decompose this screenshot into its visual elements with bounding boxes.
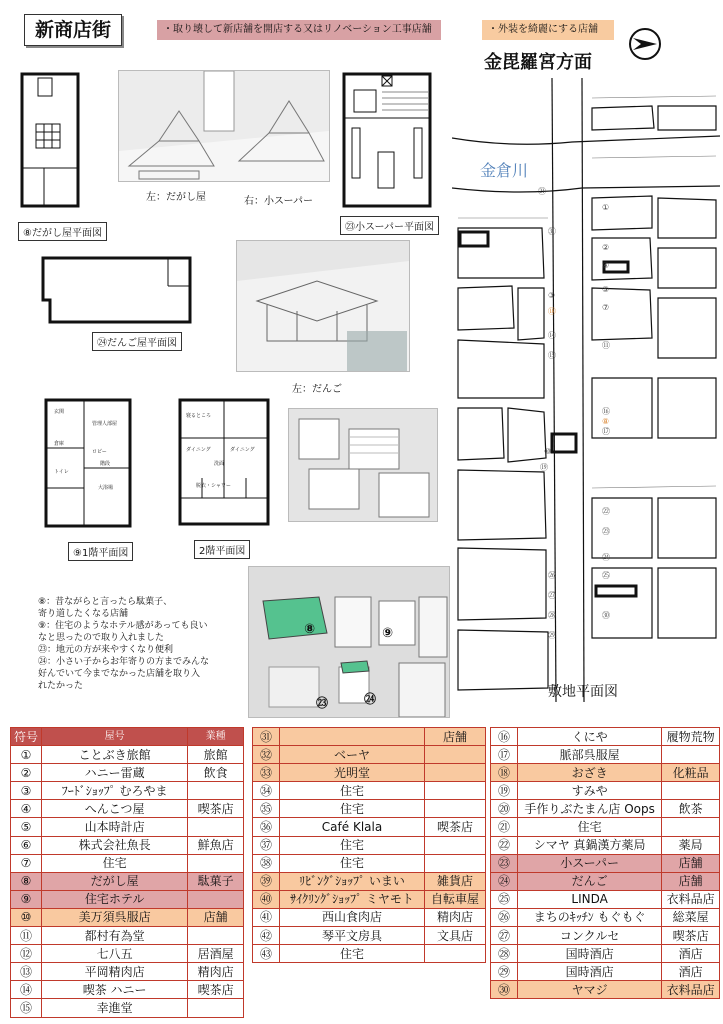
table-row (491, 890, 720, 908)
map-number: ⑰ (602, 427, 610, 436)
table-row (491, 945, 720, 963)
row-shop-name: 琴平文房具 (280, 927, 425, 945)
table-row (11, 963, 244, 981)
map-number: ⑦ (602, 303, 610, 312)
row-symbol: ㉖ (491, 908, 518, 926)
map-title: 金毘羅宮方面 (484, 52, 592, 73)
row-category: 店舗 (662, 872, 720, 890)
row-category: 精肉店 (188, 963, 244, 981)
map-number: ④ (602, 261, 610, 270)
row-category (188, 818, 244, 836)
row-shop-name: ﾘﾋﾞﾝｸﾞｼｮｯﾌﾟ いまい (280, 872, 425, 890)
row-shop-name: 株式会社魚長 (42, 836, 188, 854)
row-shop-name: 光明堂 (280, 764, 425, 782)
row-shop-name: ハニー雷蔵 (42, 764, 188, 782)
dango-floor-plan (40, 250, 195, 328)
map-number: ㉙ (548, 631, 556, 640)
map-number: ㉛ (548, 227, 556, 236)
row-category (425, 800, 486, 818)
row-category: 雑貨店 (425, 872, 486, 890)
model-label: ⑨ (382, 626, 394, 641)
row-shop-name: Café Klala (280, 818, 425, 836)
row-symbol: ㉓ (491, 854, 518, 872)
row-shop-name: 喫茶 ハニー (42, 981, 188, 999)
plan-label: 洗面 (214, 461, 225, 467)
map-number: ① (602, 203, 610, 212)
table-row (253, 728, 486, 746)
row-symbol: ㊶ (253, 908, 280, 926)
row-shop-name: ことぶき旅館 (42, 746, 188, 764)
row-category: 総菜屋 (662, 908, 720, 926)
row-category (425, 854, 486, 872)
row-category (188, 782, 244, 800)
row-symbol: ⑥ (11, 836, 42, 854)
map-number: ㉑ (538, 187, 546, 196)
plan-label: ダイニング (186, 447, 211, 453)
map-number: ③ (548, 291, 556, 300)
table-header (11, 728, 244, 746)
table-row (491, 908, 720, 926)
row-symbol: ㉔ (491, 872, 518, 890)
row-shop-name: 美万須呉服店 (42, 908, 188, 926)
row-shop-name: 脈部呉服屋 (518, 746, 662, 764)
row-category: 化粧品 (662, 764, 720, 782)
row-category: 喫茶店 (188, 981, 244, 999)
row-shop-name: 住宅 (518, 818, 662, 836)
row-symbol: ㉛ (253, 728, 280, 746)
row-symbol: ㉙ (491, 963, 518, 981)
legend-exterior: ・外装を綺麗にする店舗 (482, 20, 614, 40)
row-category (425, 782, 486, 800)
caption-floor2: 2階平面図 (194, 540, 250, 559)
model-photo-overview (248, 566, 450, 718)
header-cell: 符号 (11, 728, 42, 746)
row-symbol: ㉑ (491, 818, 518, 836)
plan-label: ロビー (92, 449, 107, 455)
row-category (425, 836, 486, 854)
row-symbol: ㉘ (491, 945, 518, 963)
table-row (491, 746, 720, 764)
row-shop-name: 住宅 (280, 782, 425, 800)
river-label: 金倉川 (480, 161, 529, 180)
caption-dango-plan: ㉔だんご屋平面図 (92, 332, 182, 351)
row-category: 酒店 (662, 945, 720, 963)
row-category: 店舗 (188, 908, 244, 926)
table-row (253, 818, 486, 836)
table-row (11, 782, 244, 800)
row-symbol: ③ (11, 782, 42, 800)
map-number-highlight: ⑧ (602, 417, 610, 426)
row-category: 酒店 (662, 963, 720, 981)
row-category: 喫茶店 (425, 818, 486, 836)
row-category: 文具店 (425, 927, 486, 945)
table-row (11, 945, 244, 963)
row-shop-name: くにや (518, 728, 662, 746)
row-category (425, 945, 486, 963)
row-shop-name: 七八五 (42, 945, 188, 963)
table-row (11, 890, 244, 908)
shop-table-2 (252, 727, 486, 963)
row-category: 自転車屋 (425, 890, 486, 908)
map-number-highlight: ⑱ (548, 307, 556, 316)
model-photo-dagashi-super (118, 70, 330, 182)
row-shop-name: 住宅 (42, 854, 188, 872)
shop-table-3 (490, 727, 720, 999)
row-symbol: ㉟ (253, 800, 280, 818)
row-category: 衣料品店 (662, 890, 720, 908)
row-shop-name: ﾌｰﾄﾞｼｮｯﾌﾟ むろやま (42, 782, 188, 800)
table-row (253, 764, 486, 782)
table-row (11, 908, 244, 926)
map-number: ㉘ (548, 611, 556, 620)
row-shop-name: シマヤ 真鍋漢方薬局 (518, 836, 662, 854)
model-photo-hotel (288, 408, 438, 522)
map-number: ㉔ (602, 553, 610, 562)
site-map (452, 78, 720, 702)
row-category (425, 746, 486, 764)
row-shop-name: 都村有為堂 (42, 927, 188, 945)
row-shop-name: コンクルセ (518, 927, 662, 945)
row-category: 衣料品店 (662, 981, 720, 999)
table-row (253, 800, 486, 818)
row-symbol: ㉝ (253, 764, 280, 782)
row-symbol: ⑳ (491, 800, 518, 818)
plan-label: ダイニング (230, 447, 255, 453)
table-row (491, 927, 720, 945)
row-category (188, 854, 244, 872)
row-symbol: ㊴ (253, 872, 280, 890)
map-number: ㉚ (602, 611, 610, 620)
row-symbol: ④ (11, 800, 42, 818)
table-row (491, 764, 720, 782)
row-symbol: ⑩ (11, 908, 42, 926)
table-row (253, 945, 486, 963)
table-row (11, 818, 244, 836)
row-category: 喫茶店 (188, 800, 244, 818)
shop-table-1 (10, 727, 244, 1018)
row-category: 旅館 (188, 746, 244, 764)
caption-photo-left: 左：だがし屋 (146, 192, 206, 203)
row-category (188, 890, 244, 908)
row-symbol: ㉜ (253, 746, 280, 764)
row-shop-name: へんこつ屋 (42, 800, 188, 818)
row-shop-name: 住宅ホテル (42, 890, 188, 908)
row-shop-name: おざき (518, 764, 662, 782)
row-symbol: ㊲ (253, 836, 280, 854)
row-symbol: ⑱ (491, 764, 518, 782)
table-row (491, 818, 720, 836)
plan-label: 大浴場 (98, 485, 114, 491)
row-category: 飲茶 (662, 800, 720, 818)
map-number: ⑮ (548, 351, 556, 360)
row-shop-name (280, 728, 425, 746)
plan-label: 階段 (100, 461, 111, 467)
row-symbol: ⑯ (491, 728, 518, 746)
row-symbol: ㊳ (253, 854, 280, 872)
table-row (11, 800, 244, 818)
table-row (491, 800, 720, 818)
super-floor-plan (342, 72, 432, 208)
table-row (11, 764, 244, 782)
row-shop-name: だがし屋 (42, 872, 188, 890)
note-item: ㉓：地元の方が来やすくなり便利 (38, 645, 174, 655)
row-shop-name: 住宅 (280, 836, 425, 854)
table-row (11, 872, 244, 890)
row-symbol: ㊱ (253, 818, 280, 836)
map-number: ⑲ (540, 463, 548, 472)
header-cell: 業種 (188, 728, 244, 746)
row-shop-name: 小スーパー (518, 854, 662, 872)
caption-dagashi-plan: ⑧だがし屋平面図 (18, 222, 107, 241)
row-shop-name: 平岡精肉店 (42, 963, 188, 981)
row-symbol: ㉚ (491, 981, 518, 999)
row-shop-name: ベーヤ (280, 746, 425, 764)
map-number: ㉓ (602, 527, 610, 536)
table-row (11, 927, 244, 945)
map-number: ⑪ (602, 341, 610, 350)
map-number: ㉖ (548, 571, 556, 580)
row-symbol: ㉞ (253, 782, 280, 800)
map-number: ⑩ (544, 447, 552, 456)
row-shop-name: 国時酒店 (518, 945, 662, 963)
table-row (491, 981, 720, 999)
row-symbol: ㉒ (491, 836, 518, 854)
note-item: ⑨：住宅のようなホテル感があっても良い なと思ったので取り入れました (38, 621, 208, 643)
model-label: ㉓ (316, 696, 329, 710)
map-number: ⑭ (548, 331, 556, 340)
table-row (253, 782, 486, 800)
row-category: 薬局 (662, 836, 720, 854)
north-arrow-icon (627, 26, 663, 62)
row-symbol: ⑮ (11, 999, 42, 1017)
row-symbol: ⑭ (11, 981, 42, 999)
row-category: 精肉店 (425, 908, 486, 926)
table-row (11, 746, 244, 764)
table-row (253, 927, 486, 945)
row-shop-name: まちのｷｯﾁﾝ もぐもぐ (518, 908, 662, 926)
row-shop-name: 住宅 (280, 800, 425, 818)
row-symbol: ⑫ (11, 945, 42, 963)
table-row (11, 981, 244, 999)
table-row (11, 854, 244, 872)
row-symbol: ⑲ (491, 782, 518, 800)
legend-renovation: ・取り壊して新店舗を開店する又はリノベーション工事店舗 (157, 20, 441, 40)
row-category: 飲食 (188, 764, 244, 782)
row-category (662, 782, 720, 800)
row-category (188, 927, 244, 945)
map-caption: 敷地平面図 (548, 684, 618, 700)
map-number: ㉗ (548, 591, 556, 600)
row-shop-name: だんご (518, 872, 662, 890)
caption-photo-right: 右：小スーパー (244, 196, 313, 207)
row-symbol: ㉗ (491, 927, 518, 945)
table-row (491, 854, 720, 872)
dagashi-floor-plan (20, 72, 80, 208)
row-shop-name: ｻｲｸﾘﾝｸﾞｼｮｯﾌﾟ ミヤモト (280, 890, 425, 908)
caption-dango-photo: 左：だんご (292, 384, 342, 395)
page-title: 新商店街 (24, 14, 122, 46)
row-category: 鮮魚店 (188, 836, 244, 854)
row-symbol: ⑪ (11, 927, 42, 945)
row-category: 駄菓子 (188, 872, 244, 890)
table-row (253, 836, 486, 854)
model-label: ㉔ (364, 692, 377, 706)
table-row (253, 854, 486, 872)
map-number: ⑯ (602, 407, 610, 416)
table-row (11, 999, 244, 1017)
row-symbol: ㉕ (491, 890, 518, 908)
table-row (253, 890, 486, 908)
map-number: ㉕ (602, 571, 610, 580)
map-number: ② (602, 243, 610, 252)
plan-label: 玄関 (54, 409, 65, 415)
row-symbol: ㊸ (253, 945, 280, 963)
row-symbol: ⑨ (11, 890, 42, 908)
table-row (491, 782, 720, 800)
plan-label: 寝るところ (186, 413, 212, 419)
row-category: 履物荒物 (662, 728, 720, 746)
notes (38, 596, 238, 692)
row-shop-name: 山本時計店 (42, 818, 188, 836)
caption-super-plan: ㉓小スーパー平面図 (340, 216, 439, 235)
map-number: ㉒ (602, 507, 610, 516)
row-symbol: ⑰ (491, 746, 518, 764)
row-symbol: ① (11, 746, 42, 764)
plan-label: 倉庫 (54, 441, 65, 447)
table-row (253, 872, 486, 890)
note-item: ㉔：小さい子からお年寄りの方までみんな 好んでいて今までなかった店舗を取り入 れたかった (38, 657, 210, 691)
plan-label: トイレ (54, 469, 69, 475)
row-shop-name: すみや (518, 782, 662, 800)
row-symbol: ⑦ (11, 854, 42, 872)
row-symbol: ② (11, 764, 42, 782)
table-row (491, 872, 720, 890)
plan-label: 脱衣・シャワー (196, 483, 231, 489)
table-row (491, 963, 720, 981)
row-shop-name: LINDA (518, 890, 662, 908)
row-shop-name: 手作りぶたまん店 Oops (518, 800, 662, 818)
table-row (491, 836, 720, 854)
table-row (253, 908, 486, 926)
row-category: 店舗 (662, 854, 720, 872)
note-item: ⑧：昔ながらと言ったら駄菓子、 寄り道したくなる店舗 (38, 597, 173, 619)
row-category (425, 764, 486, 782)
caption-floor1: ⑨1階平面図 (68, 542, 133, 561)
row-category (188, 999, 244, 1017)
row-symbol: ⑬ (11, 963, 42, 981)
model-label: ⑧ (304, 622, 316, 637)
row-category: 居酒屋 (188, 945, 244, 963)
row-shop-name: 住宅 (280, 854, 425, 872)
row-category (662, 746, 720, 764)
row-shop-name: 幸進堂 (42, 999, 188, 1017)
row-symbol: ㊵ (253, 890, 280, 908)
row-shop-name: 西山食肉店 (280, 908, 425, 926)
map-number: ⑤ (602, 285, 610, 294)
row-shop-name: ヤマジ (518, 981, 662, 999)
row-category (662, 818, 720, 836)
table-row (11, 836, 244, 854)
row-symbol: ㊷ (253, 927, 280, 945)
row-shop-name: 国時酒店 (518, 963, 662, 981)
row-symbol: ⑧ (11, 872, 42, 890)
hotel-floor1-plan (44, 398, 132, 528)
model-photo-dango (236, 240, 410, 372)
row-category: 店舗 (425, 728, 486, 746)
plan-label: 管理人部屋 (92, 421, 118, 427)
header-cell: 屋号 (42, 728, 188, 746)
row-shop-name: 住宅 (280, 945, 425, 963)
row-category: 喫茶店 (662, 927, 720, 945)
table-row (253, 746, 486, 764)
row-symbol: ⑤ (11, 818, 42, 836)
table-row (491, 728, 720, 746)
